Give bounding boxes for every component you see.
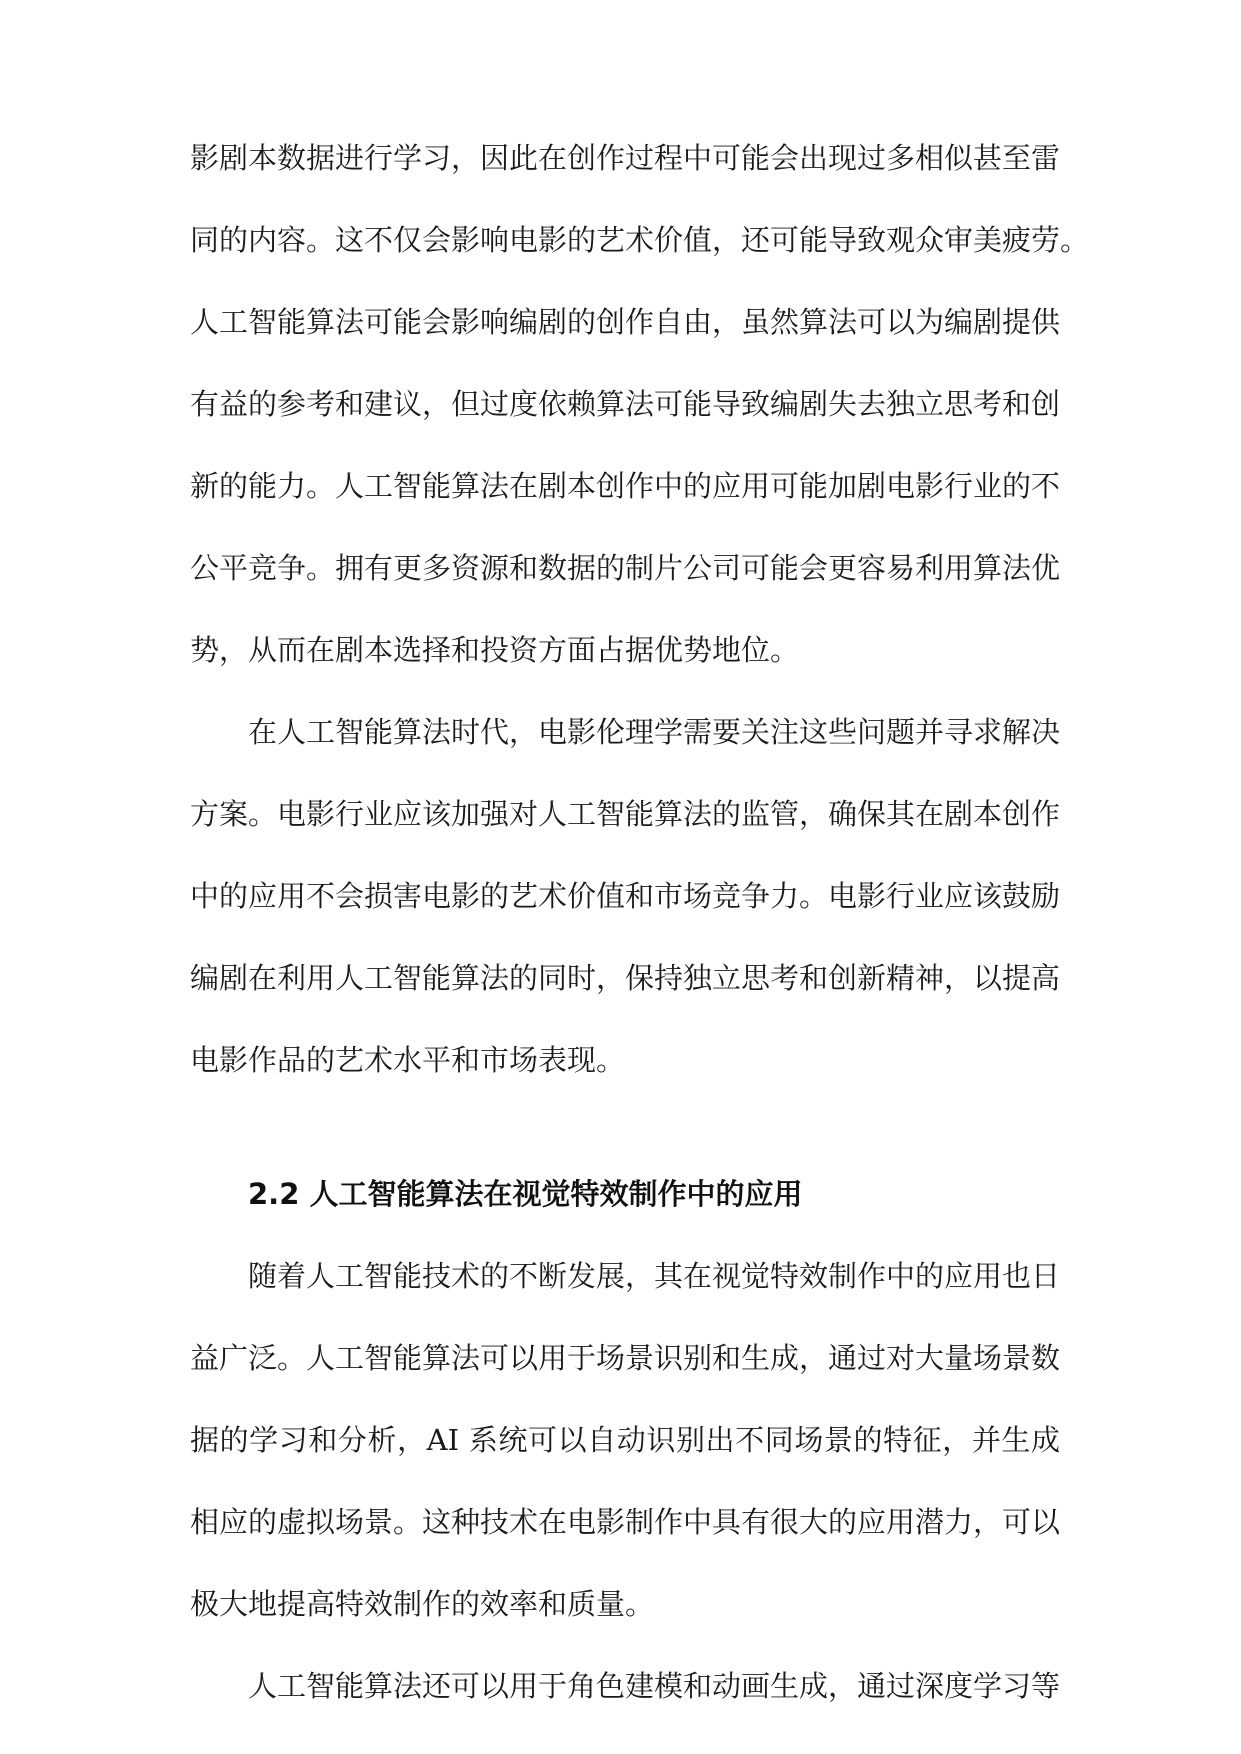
paragraph-2 [190,691,1060,1101]
section-heading: 2.2 人工智能算法在视觉特效制作中的应用 [248,1177,803,1211]
text-line: 编剧在利用人工智能算法的同时，保持独立思考和创新精神，以提高 [190,961,1061,995]
text-line: 人工智能算法可能会影响编剧的创作自由，虽然算法可以为编剧提供 [190,305,1061,339]
text-line: 有益的参考和建议，但过度依赖算法可能导致编剧失去独立思考和创 [190,387,1061,421]
paragraph-4 [190,1645,1060,1727]
text-line: 随着人工智能技术的不断发展，其在视觉特效制作中的应用也日 [248,1259,1061,1293]
document-body [190,117,1090,1727]
text-line: 新的能力。人工智能算法在剧本创作中的应用可能加剧电影行业的不 [190,469,1061,503]
text-line: 人工智能算法还可以用于角色建模和动画生成，通过深度学习等 [248,1669,1061,1703]
text-line: 势，从而在剧本选择和投资方面占据优势地位。 [190,633,800,667]
text-line: 在人工智能算法时代，电影伦理学需要关注这些问题并寻求解决 [248,715,1061,749]
text-line: 电影作品的艺术水平和市场表现。 [190,1043,626,1077]
text-line: 公平竞争。拥有更多资源和数据的制片公司可能会更容易利用算法优 [190,551,1061,585]
text-line: 中的应用不会损害电影的艺术价值和市场竞争力。电影行业应该鼓励 [190,879,1061,913]
text-line: 据的学习和分析，AI 系统可以自动识别出不同场景的特征，并生成 [190,1423,1060,1457]
text-line: 方案。电影行业应该加强对人工智能算法的监管，确保其在剧本创作 [190,797,1061,831]
text-line: 益广泛。人工智能算法可以用于场景识别和生成，通过对大量场景数 [190,1341,1061,1375]
paragraph-1 [190,117,1090,691]
text-line: 极大地提高特效制作的效率和质量。 [190,1587,655,1621]
text-line: 同的内容。这不仅会影响电影的艺术价值，还可能导致观众审美疲劳。 [190,223,1090,257]
paragraph-3 [190,1235,1060,1645]
text-line: 影剧本数据进行学习，因此在创作过程中可能会出现过多相似甚至雷 [190,141,1061,175]
text-line: 相应的虚拟场景。这种技术在电影制作中具有很大的应用潜力，可以 [190,1505,1061,1539]
